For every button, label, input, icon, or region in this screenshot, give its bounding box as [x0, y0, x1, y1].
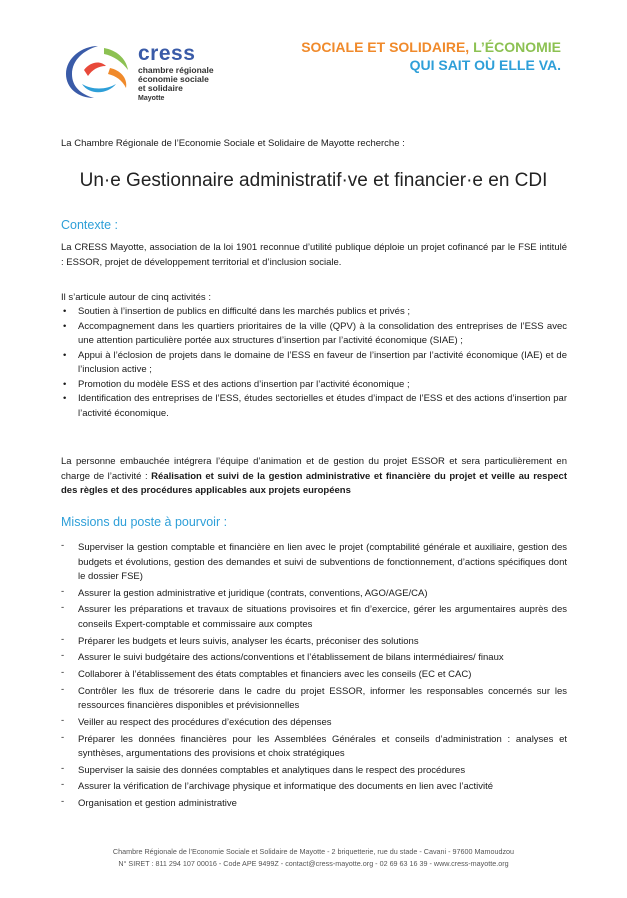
mission-item: - Préparer les données financières pour les Assemblées Générales et conseils d’administration : analyses et synthèses, argumentations des provisions et choix stratégiques — [61, 733, 567, 762]
missions-heading: Missions du poste à pourvoir : — [61, 515, 228, 529]
context-paragraph-3-bold: Réalisation et suivi de la gestion administrative et financière du projet et veille au respect des règles et des procédures applicables aux projets européens — [61, 470, 567, 496]
mission-item: - Collaborer à l’établissement des états comptables et financiers avec les conseils (EC et CAC) — [61, 668, 567, 683]
mission-item: - Superviser la gestion comptable et financière en lien avec le projet (comptabilité générale et auxiliaire, gestion des budgets et évolutions, gestion des demandes et suivi de subventions de fonctionnement, d’actions spécifiques dont le dossier FSE) — [61, 541, 567, 585]
context-paragraph-2: Il s’articule autour de cinq activités : — [61, 292, 211, 303]
slogan — [301, 38, 561, 74]
footer-contact: N° SIRET : 811 294 107 00016 - Code APE 9499Z - contact@cress-mayotte.org - 02 69 63 16 39 - www.cress-mayotte.org — [118, 859, 509, 868]
footer-address: Chambre Régionale de l’Economie Sociale et Solidaire de Mayotte - 2 briquetterie, rue du stade - Cavani - 97600 Mamoudzou — [112, 847, 515, 856]
mission-item: - Assurer la gestion administrative et juridique (contrats, conventions, AGO/AGE/CA) — [61, 587, 567, 602]
mission-item: - Assurer le suivi budgétaire des actions/conventions et l’établissement de bilans intermédiaires/ finaux — [61, 651, 567, 666]
job-title: Un·e Gestionnaire administratif·ve et financier·e en CDI — [79, 170, 548, 191]
slogan-line-1-b: L’ÉCONOMIE — [473, 39, 561, 55]
context-heading: Contexte : — [61, 218, 118, 232]
mission-item: - Superviser la saisie des données comptables et analytiques dans le respect des procédures — [61, 764, 567, 779]
activity-item: • Identification des entreprises de l’ESS, études sectorielles et études d’impact de l’ESS et des actions d’insertion par l’activité économique. — [61, 392, 567, 421]
activity-item: • Appui à l’éclosion de projets dans le domaine de l’ESS en faveur de l’insertion par l’activité économique (IAE) et de l’inclusion active ; — [61, 349, 567, 378]
missions-list — [61, 541, 567, 814]
intro-line: La Chambre Régionale de l’Economie Sociale et Solidaire de Mayotte recherche : — [61, 138, 405, 149]
slogan-line-1-a: SOCIALE ET SOLIDAIRE, — [301, 39, 474, 55]
mission-item: - Assurer la vérification de l’archivage physique et informatique des documents en lien avec l’activité — [61, 780, 567, 795]
mission-item: - Assurer les préparations et travaux de situations provisoires et fin d’exercice, gérer les argumentaires auprès des conseils Expert-comptable et commissaire aux comptes — [61, 603, 567, 632]
logo-subtitle-2: économie sociale — [138, 74, 209, 84]
mission-item: - Contrôler les flux de trésorerie dans le cadre du projet ESSOR, informer les responsables concernés sur les ressources financières disponibles et prévisionnelles — [61, 685, 567, 714]
context-paragraph-1: La CRESS Mayotte, association de la loi 1901 reconnue d’utilité publique déploie un projet cofinancé par le FSE intitulé : ESSOR, projet de développement territorial et d’inclusion sociale. — [61, 242, 567, 268]
mission-item: - Préparer les budgets et leurs suivis, analyser les écarts, préconiser des solutions — [61, 635, 567, 650]
mission-item: - Organisation et gestion administrative — [61, 797, 567, 812]
slogan-line-2: QUI SAIT OÙ ELLE VA. — [409, 57, 561, 73]
slogan-line-1 — [301, 38, 561, 56]
mission-item: - Veiller au respect des procédures d’exécution des dépenses — [61, 716, 567, 731]
logo-region: Mayotte — [138, 95, 165, 102]
logo-subtitle-1: chambre régionale — [138, 65, 214, 75]
cress-logo-mark — [60, 40, 136, 102]
activities-list — [61, 305, 567, 421]
activity-item: • Accompagnement dans les quartiers prioritaires de la ville (QPV) à la consolidation des entreprises de l’ESS avec une attention particulière portée aux structures d’insertion par l’activité économique (SIAE) ; — [61, 320, 567, 349]
logo-brand: cress — [138, 42, 196, 65]
logo-subtitle-3: et solidaire — [138, 83, 183, 93]
cress-logo — [60, 40, 260, 110]
context-paragraph-3 — [61, 455, 567, 499]
context-paragraph-3-plain: La personne embauchée intégrera l’équipe d’animation et de gestion du projet ESSOR et sera particulièrement en charge de l’activité : — [61, 456, 567, 482]
activity-item: • Promotion du modèle ESS et des actions d’insertion par l’activité économique ; — [61, 378, 567, 393]
activity-item: • Soutien à l’insertion de publics en difficulté dans les marchés publics et privés ; — [61, 305, 567, 320]
